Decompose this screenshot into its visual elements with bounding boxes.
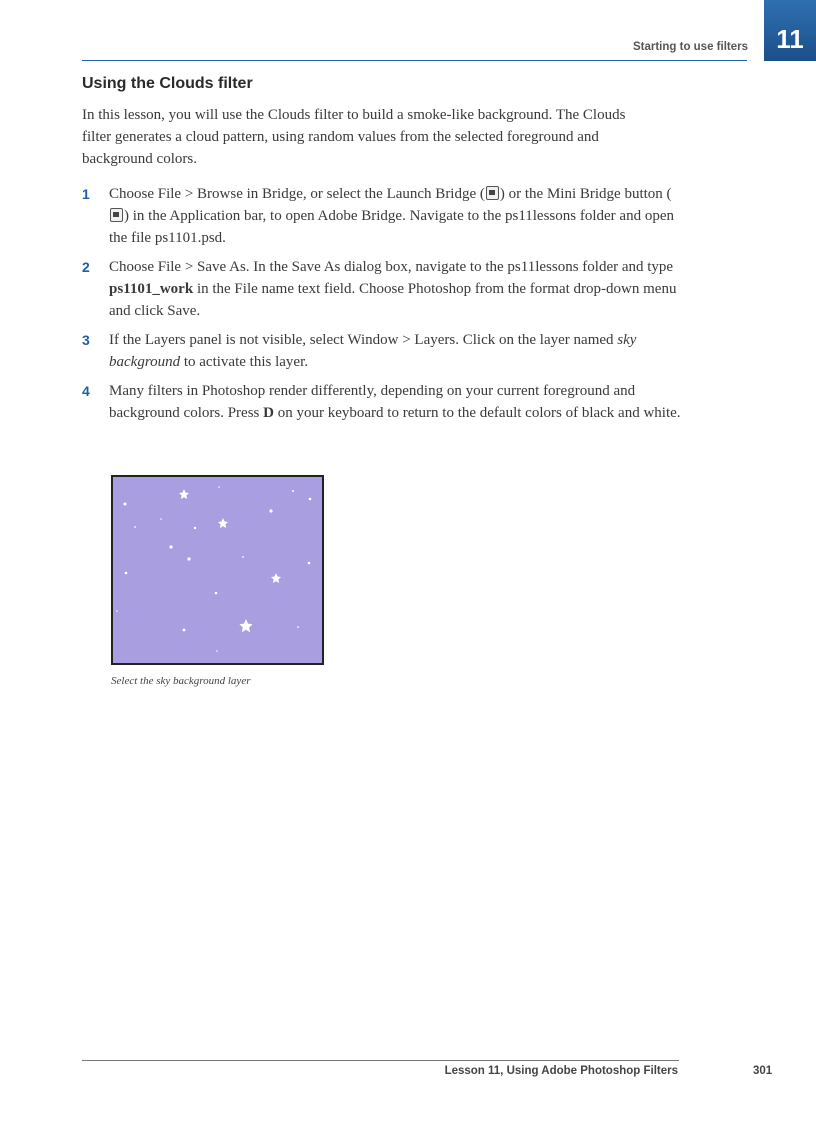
step-text: on your keyboard to return to the default colors of black and white. [273,405,681,421]
page-number: 301 [753,1065,773,1077]
mini-bridge-icon [110,208,123,222]
running-header: Starting to use filters [632,41,748,53]
star-icon [292,490,294,492]
footer-rule [82,1060,679,1061]
step-text: Many filters in Photoshop render differently, depending on your current foreground and background colors. Press [109,383,636,421]
star-icon [218,486,220,488]
sky-background-figure [111,475,324,665]
star-icon [194,527,196,529]
star-icon [297,626,299,628]
figure-caption: Select the sky background layer [111,675,251,687]
intro-paragraph: In this lesson, you will use the Clouds filter to build a smoke-like background. The Clouds filter generates a cloud pattern, using random values from the selected foreground and background colors. [82,107,626,167]
chapter-tab: 11 [764,0,816,61]
sky-fill [113,477,322,663]
steps-list [82,183,682,431]
star-icon [116,610,118,612]
shortcut-key: D [263,405,274,421]
step-text: Choose File > Save As. In the Save As dialog box, navigate to the ps11lessons folder and type [109,259,674,275]
star-icon [169,545,172,548]
step-number: 2 [82,259,90,275]
star-icon [183,629,186,632]
file-name-keyword: ps1101_work [109,281,194,297]
step-text: ) or the Mini Bridge button ( [499,186,672,202]
star-icon [308,562,311,565]
star-icon [124,503,127,506]
star-icon [215,592,218,595]
starry-sky-image [113,477,322,663]
step-text: to activate this layer. [180,354,308,370]
header-rule [82,60,747,61]
star-icon [216,650,218,652]
step-3 [82,329,682,373]
section-heading: Using the Clouds filter [82,75,253,92]
star-icon [242,556,244,558]
step-text: If the Layers panel is not visible, select Window > Layers. Click on the layer named [109,332,618,348]
star-icon [269,509,272,512]
step-number: 1 [82,186,90,202]
step-number: 3 [82,332,90,348]
star-icon [125,572,128,575]
step-1 [82,183,682,249]
star-icon [134,526,136,528]
step-4 [82,380,682,424]
step-text: Choose File > Browse in Bridge, or select the Launch Bridge ( [109,186,485,202]
launch-bridge-icon [486,186,499,200]
layer-name: sky background [109,332,637,370]
footer-title: Lesson 11, Using Adobe Photoshop Filters [444,1065,678,1077]
star-icon [187,557,190,560]
star-icon [309,498,312,501]
step-number: 4 [82,383,90,399]
step-2 [82,256,682,322]
star-icon [160,518,162,520]
step-text: ) in the Application bar, to open Adobe Bridge. Navigate to the ps11lessons folder and open the file ps1101.psd. [109,208,674,246]
step-text: in the File name text field. Choose Photoshop from the format drop-down menu and click Save. [109,281,677,319]
